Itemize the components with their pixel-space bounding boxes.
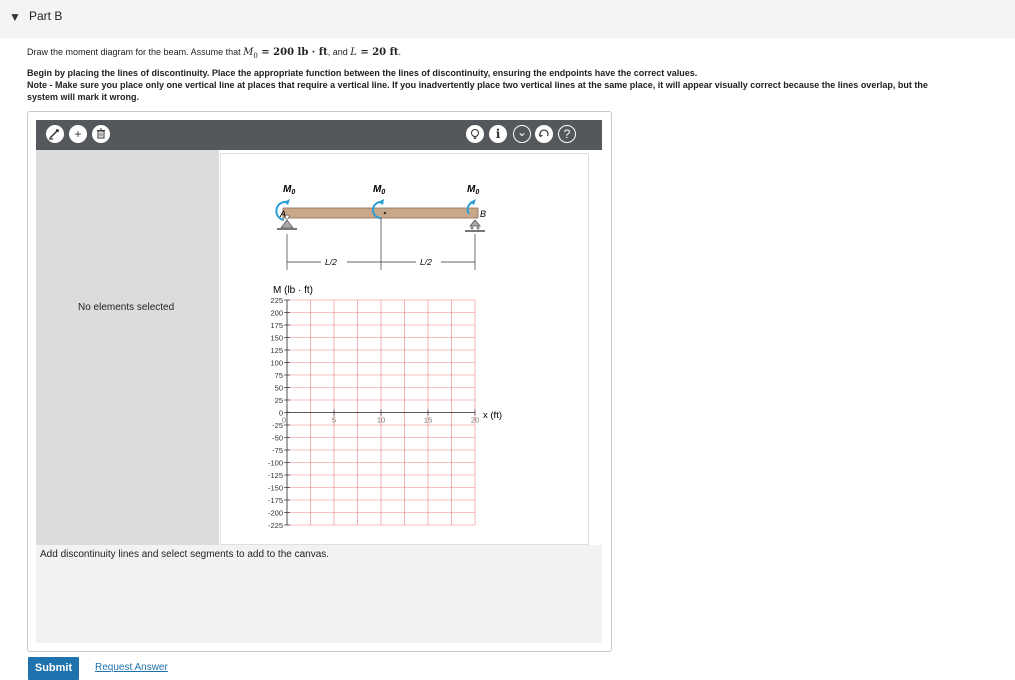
dimension-right: L/2 xyxy=(420,257,432,267)
beam xyxy=(283,208,478,218)
instruction-line-4: system will mark it wrong. xyxy=(27,92,140,102)
y-tick-label: 225 xyxy=(270,296,283,305)
collapse-triangle-icon[interactable]: ▼ xyxy=(9,10,21,24)
m0-symbol: $M_0 = 200$ lb · ft xyxy=(243,47,328,60)
submit-button[interactable]: Submit xyxy=(28,657,79,680)
moment-arrowhead-middle xyxy=(378,199,384,205)
canvas-svg[interactable] xyxy=(221,154,588,544)
status-text: Add discontinuity lines and select segments to add to the canvas. xyxy=(40,549,330,560)
y-tick-label: -175 xyxy=(267,496,283,505)
pin-support-a xyxy=(281,220,293,228)
y-tick-label: -25 xyxy=(272,421,283,430)
instruction-prefix: Draw the moment diagram for the beam. Assume that xyxy=(27,47,244,57)
x-tick-label: 20 xyxy=(470,415,480,425)
part-header[interactable] xyxy=(0,0,1015,38)
draw-line-icon[interactable] xyxy=(46,125,64,143)
request-answer-link[interactable]: Request Answer xyxy=(95,662,168,673)
reset-icon[interactable] xyxy=(535,125,553,143)
instruction-line-2: Begin by placing the lines of discontinuity. Place the appropriate function between the lines of discontinuity, ensuring the endpoints have the correct values. xyxy=(27,68,698,78)
instruction-mid: , and xyxy=(327,47,351,57)
y-tick-label: 125 xyxy=(270,346,283,355)
y-tick-label: 100 xyxy=(270,358,283,368)
support-a-label: A xyxy=(280,209,287,219)
instruction-line-3: Note - Make sure you place only one vertical line at places that require a vertical line. If you inadvertently place two vertical lines at the same place, it will appear visually correct because the lines overlap, but the xyxy=(27,80,928,90)
plus-icon[interactable]: + xyxy=(69,125,87,143)
instruction-line-1: Draw the moment diagram for the beam. Assume that $M_0 = 200$ lb · ft, and L = 20 ft. xyxy=(27,47,402,60)
y-tick-label: 0 xyxy=(278,408,283,418)
y-tick-label: 75 xyxy=(274,371,283,380)
y-tick-label: 25 xyxy=(274,396,283,405)
drawing-tool-panel xyxy=(27,111,612,652)
y-tick-label: -150 xyxy=(267,483,283,493)
y-tick-label: 175 xyxy=(270,321,283,330)
y-tick-label: -75 xyxy=(272,446,283,455)
x-axis-label: x (ft) xyxy=(483,410,502,421)
y-tick-label: -225 xyxy=(267,521,283,530)
x-tick-label: 10 xyxy=(376,415,386,425)
lightbulb-icon[interactable] xyxy=(466,125,484,143)
dimension-left: L/2 xyxy=(325,257,337,267)
x-tick-label: 0 xyxy=(281,415,287,425)
toolbar xyxy=(36,120,602,150)
chevron-down-icon[interactable]: ⌄ xyxy=(513,125,531,143)
trash-icon[interactable] xyxy=(92,125,110,143)
help-icon[interactable]: ? xyxy=(558,125,576,143)
moment-label-left: $M_0$ xyxy=(283,184,296,196)
y-tick-label: -100 xyxy=(267,458,283,468)
x-tick-label: 5 xyxy=(331,415,337,425)
y-tick-label: -50 xyxy=(272,433,283,443)
status-area xyxy=(36,545,602,643)
y-tick-label: -200 xyxy=(267,508,283,518)
moment-label-right: $M_0$ xyxy=(467,184,480,196)
y-tick-label: 50 xyxy=(274,383,283,393)
properties-sidepanel xyxy=(36,150,219,545)
chart-ticks xyxy=(268,296,479,530)
l-symbol: L = 20 ft xyxy=(350,47,399,58)
y-tick-label: 200 xyxy=(270,308,283,318)
moment-label-middle: $M_0$ xyxy=(373,184,386,196)
y-tick-label: -125 xyxy=(267,471,283,480)
x-tick-label: 15 xyxy=(423,415,433,425)
roller-support-b xyxy=(470,220,480,226)
info-icon[interactable]: i xyxy=(489,125,507,143)
y-tick-label: 150 xyxy=(270,333,283,343)
no-selection-text: No elements selected xyxy=(78,302,175,313)
part-title[interactable]: Part B xyxy=(29,9,63,23)
support-b-label: B xyxy=(480,209,487,219)
graph-canvas[interactable] xyxy=(220,153,589,545)
moment-arrowhead-left xyxy=(284,199,290,205)
y-axis-label: M (lb · ft) xyxy=(273,285,313,296)
